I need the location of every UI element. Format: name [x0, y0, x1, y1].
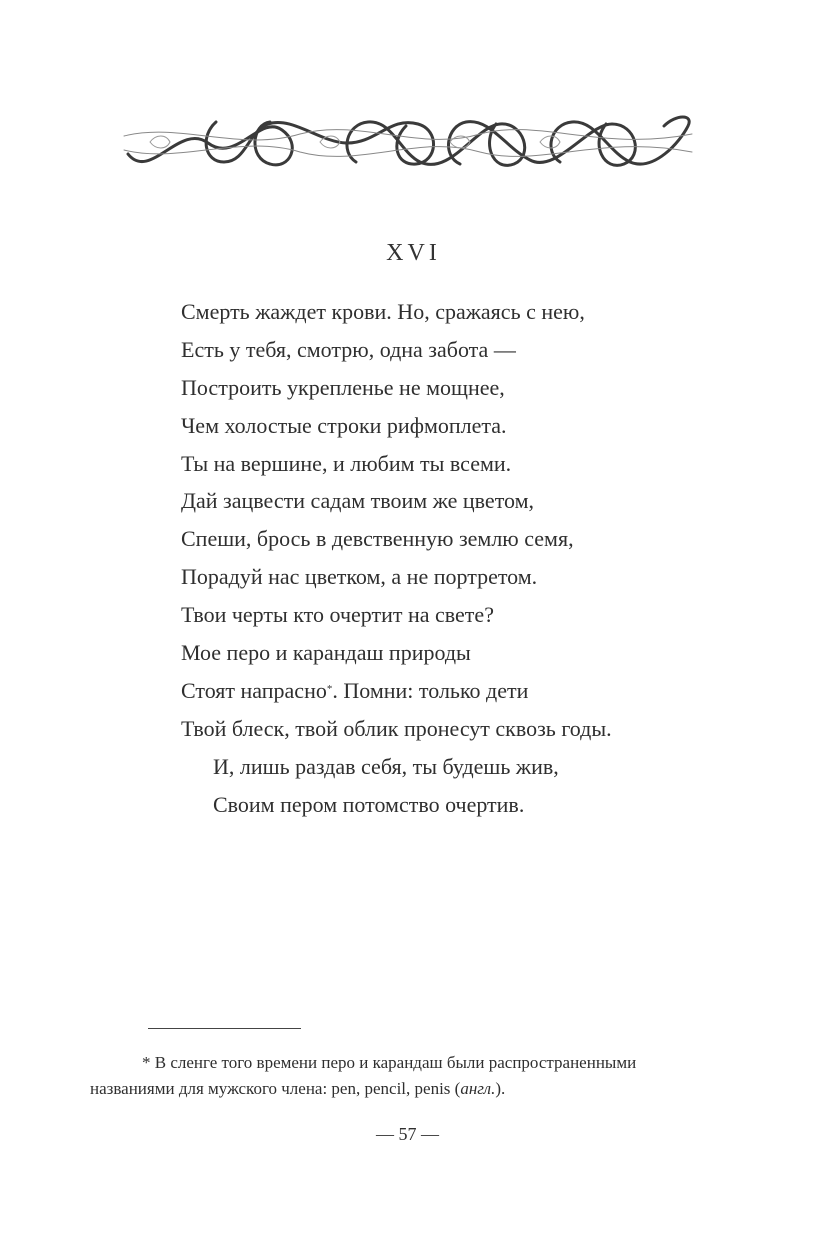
footnote-text: ). — [495, 1079, 506, 1098]
decorative-border-icon — [120, 112, 694, 174]
footnote-marker: * — [142, 1053, 151, 1072]
poem-line: Мое перо и карандаш природы — [181, 640, 471, 666]
footnote-italic: англ. — [460, 1079, 496, 1098]
poem-line: Построить укрепленье не мощнее, — [181, 374, 505, 400]
footnote — [90, 1050, 740, 1102]
poem-line-text: . Помни: только дети — [332, 677, 529, 703]
poem-title: XVI — [386, 240, 441, 266]
footnote-marker: * — [326, 682, 333, 695]
poem-line-text: Стоят напрасно — [181, 677, 327, 703]
poem-line-couplet: И, лишь раздав себя, ты будешь жив, — [213, 753, 559, 779]
footnote-divider — [148, 1028, 301, 1029]
poem-body — [181, 296, 612, 826]
poem-line: Дай зацвести садам твоим же цветом, — [181, 488, 535, 514]
footnote-line — [90, 1050, 740, 1076]
poem-line: Есть у тебя, смотрю, одна забота — — [181, 336, 516, 362]
poem-line: Порадуй нас цветком, а не портретом. — [181, 564, 538, 590]
page-number: — 57 — — [376, 1124, 439, 1144]
poem-line: Ты на вершине, и любим ты всеми. — [181, 450, 512, 476]
poem-line-couplet: Своим пером потомство очертив. — [213, 791, 525, 817]
footnote-text: названиями для мужского члена: pen, pencil, penis ( — [90, 1079, 461, 1098]
poem-line — [181, 675, 612, 713]
poem-line: Твои черты кто очертит на свете? — [181, 602, 494, 628]
poem-line: Спеши, брось в девственную землю семя, — [181, 526, 574, 552]
poem-line: Твой блеск, твой облик пронесут сквозь годы. — [181, 715, 612, 741]
poem-line: Чем холостые строки рифмоплета. — [181, 412, 507, 438]
poem-line: Смерть жаждет крови. Но, сражаясь с нею, — [181, 299, 585, 324]
footnote-line — [90, 1076, 740, 1102]
footnote-text: В сленге того времени перо и карандаш были распространенными — [150, 1053, 637, 1072]
